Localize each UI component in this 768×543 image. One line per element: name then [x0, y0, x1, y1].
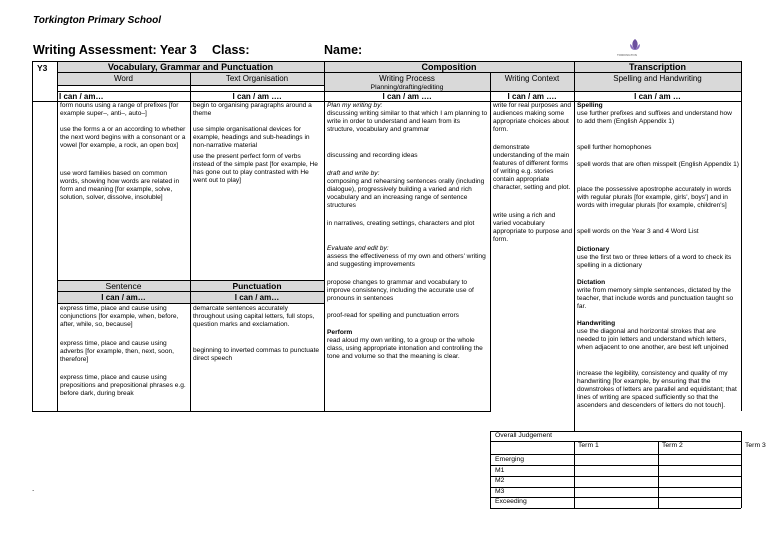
footer-mark: .: [32, 484, 35, 493]
vgp-title: Vocabulary, Grammar and Punctuation: [107, 62, 274, 72]
spelling-item-1: use further prefixes and suffixes and understand how to add them (English Appendix 1): [577, 110, 732, 125]
transcription-title: Transcription: [628, 62, 686, 72]
spelling-handwriting-header: Spelling and Handwriting: [613, 74, 702, 83]
context-item-3: write using a rich and varied vocabulary appropriate to purpose and form.: [493, 212, 573, 243]
word-item-1: form nouns using a range of prefixes [for example super–, anti–, auto–]: [60, 102, 179, 117]
eval-heading: Evaluate and edit by:: [327, 245, 389, 252]
punctuation-ican: I can / am…: [234, 293, 280, 302]
dictionary-text: use the first two or three letters of a word to check its spelling in a dictionary: [577, 254, 732, 269]
writing-process-header: Writing Process: [379, 74, 435, 83]
term-3-header: Term 3: [745, 442, 766, 449]
dictation-block: [577, 279, 739, 311]
handwriting-item-1: use the diagonal and horizontal strokes that are needed to join letters and understand which letters, when adjacent to one another, are best left unjoined: [577, 328, 729, 351]
word-item-2: use the forms a or an according to whether the next word begins with a consonant or a vowel [for example, a rock, an open box]: [60, 126, 186, 149]
dictionary-block: [577, 246, 739, 270]
name-label: Name:: [324, 43, 363, 57]
ican-process: I can / am ….: [382, 92, 432, 101]
spelling-item-4: place the possessive apostrophe accurately in words with regular plurals [for example, girls', boys'] and in words with irregular plurals [for example, children's]: [577, 186, 732, 209]
sentence-item-2: express time, place and cause using adverbs [for example, then, next, soon, therefore]: [60, 340, 174, 363]
sentence-ican: I can / am…: [101, 293, 146, 302]
school-name: Torkington Primary School: [33, 15, 161, 26]
process-evaluate: [327, 245, 488, 269]
process-discuss: discussing and recording ideas: [327, 152, 418, 159]
sentence-header: Sentence: [105, 281, 142, 291]
process-propose: propose changes to grammar and vocabulary to improve consistency, including the accurate use of pronouns in sentences: [327, 279, 474, 302]
spelling-item-3: spell words that are often misspelt (English Appendix 1): [577, 161, 739, 168]
level-emerging: Emerging: [495, 456, 525, 463]
ican-context: I can / am ….: [507, 92, 557, 101]
textorg-item-1: begin to organising paragraphs around a theme: [193, 102, 312, 117]
dictation-text: write from memory simple sentences, dictated by the teacher, that include words and punctuation taught so far.: [577, 287, 734, 310]
process-narratives: in narratives, creating settings, characters and plot: [327, 220, 475, 227]
textorg-item-3: use the present perfect form of verbs instead of the simple past [for example, He has gone out to play contrasted with He went out to play]: [193, 153, 318, 184]
perform-text: read aloud my own writing, to a group or the whole class, using appropriate intonation and controlling the tone and volume so that the meaning is clear.: [327, 337, 483, 360]
term-2-header: Term 2: [662, 442, 683, 449]
draft-text: composing and rehearsing sentences orally (including dialogue), progressively building a varied and rich vocabulary and an increasing range of sentence structures: [327, 178, 485, 209]
ican-word: I can / am…: [59, 92, 104, 101]
handwriting-block: [577, 320, 739, 352]
sentence-item-1: express time, place and cause using conjunctions [for example, when, before, after, while, so, because]: [60, 305, 179, 328]
class-label: Class:: [212, 43, 250, 57]
page-title: Writing Assessment: Year 3: [33, 43, 197, 57]
plan-heading: Plan my writing by:: [327, 102, 383, 109]
level-exceeding: Exceeding: [495, 498, 527, 505]
spelling-heading: Spelling: [577, 102, 603, 109]
judgement-title: Overall Judgement: [495, 432, 553, 439]
spelling-item-2: spell further homophones: [577, 144, 652, 151]
process-perform: [327, 329, 488, 361]
logo-text: TORKINGTON: [617, 53, 637, 57]
writing-context-header: Writing Context: [504, 74, 560, 83]
level-m2: M2: [495, 477, 505, 484]
process-proofread: proof-read for spelling and punctuation errors: [327, 312, 459, 319]
text-org-header: Text Organisation: [225, 74, 289, 83]
sentence-item-3: express time, place and cause using prepositions and prepositional phrases e.g. before dark, during break: [60, 374, 186, 397]
punct-item-2: beginning to inverted commas to punctuate direct speech: [193, 347, 320, 362]
punct-item-1: demarcate sentences accurately throughout using capital letters, full stops, question marks and exclamation.: [193, 305, 315, 328]
school-logo-icon: [626, 38, 644, 52]
ican-text-org: I can / am ….: [232, 92, 282, 101]
word-header: Word: [114, 74, 133, 83]
eval-text: assess the effectiveness of my own and others' writing and suggesting improvements: [327, 253, 486, 268]
level-m3: M3: [495, 488, 505, 495]
spelling-item-5: spell words on the Year 3 and 4 Word List: [577, 228, 699, 235]
handwriting-heading: Handwriting: [577, 320, 616, 327]
word-item-3: use word families based on common words, showing how words are related in form and meaning [for example, solve, solution, solver, dissolve, insoluble]: [60, 170, 180, 201]
handwriting-item-2: increase the legibility, consistency and quality of my handwriting [for example, by ensuring that the downstrokes of letters are parallel and equidistant; that lines of writing are spaced sufficiently so that the ascenders and descenders of letters do not touch].: [577, 370, 737, 409]
plan-text: discussing writing similar to that which I am planning to write in order to understand and learn from its structure, vocabulary and grammar: [327, 110, 488, 133]
context-item-2: demonstrate understanding of the main features of different forms of writing e.g. stories contain appropriate character, setting and plot.: [493, 144, 571, 191]
process-plan: [327, 102, 488, 134]
punctuation-header: Punctuation: [232, 281, 282, 291]
ican-spelling: I can / am …: [634, 92, 681, 101]
planning-note: Planning/drafting/editing: [370, 84, 444, 91]
process-draft: [327, 170, 488, 210]
context-item-1: write for real purposes and audiences making some appropriate choices about form.: [493, 102, 572, 133]
perform-heading: Perform: [327, 329, 353, 336]
dictation-heading: Dictation: [577, 279, 606, 286]
composition-title: Composition: [421, 62, 477, 72]
spelling-prefixes: [577, 102, 739, 126]
term-1-header: Term 1: [578, 442, 599, 449]
year-label: Y3: [37, 63, 48, 73]
textorg-item-2: use simple organisational devices for example, headings and sub-headings in non-narrative material: [193, 126, 310, 149]
dictionary-heading: Dictionary: [577, 246, 610, 253]
draft-heading: draft and write by:: [327, 170, 380, 177]
level-m1: M1: [495, 467, 505, 474]
